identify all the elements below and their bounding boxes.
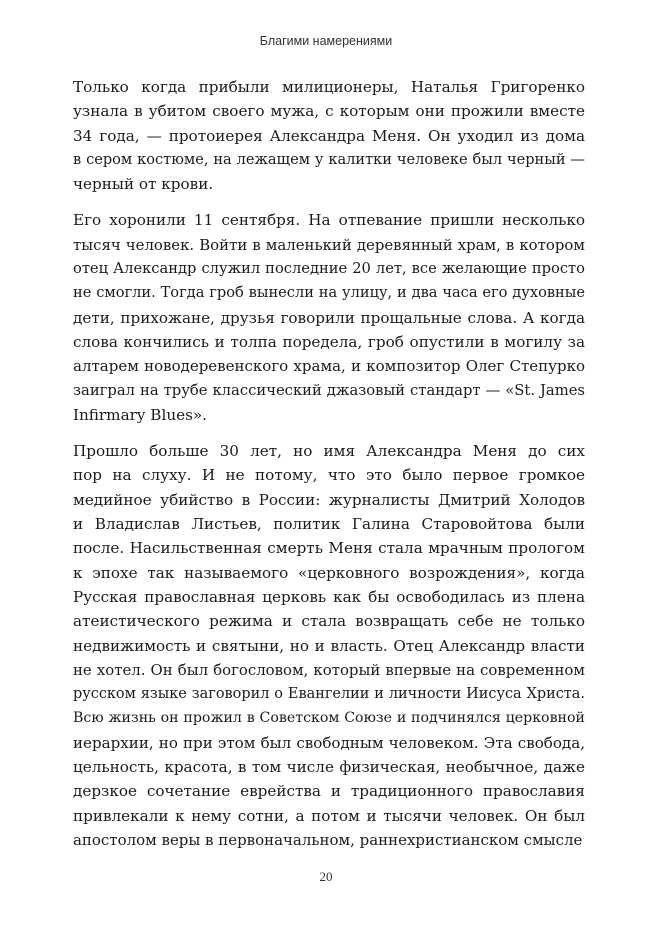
text-line: Всю жизнь он прожил в Советском Союзе и подчинялся церковной <box>73 710 585 727</box>
paragraph-1 <box>73 75 585 196</box>
running-head: Благими намерениями <box>259 34 393 48</box>
page-number: 20 <box>319 869 333 884</box>
text-line: не смогли. Тогда гроб вынесли на улицу, и два часа его духовные <box>73 284 585 302</box>
text-line: отец Александр служил последние 20 лет, все желающие просто <box>73 260 585 278</box>
text-line: заиграл на трубе классический джазовый стандарт — «St. James <box>73 381 585 399</box>
text-line: узнала в убитом своего мужа, с которым они прожили вместе <box>73 102 585 121</box>
text-line: алтарем новодеревенского храма, и композитор Олег Степурко <box>73 357 585 376</box>
text-line: русском языке заговорил о Евангелии и личности Иисуса Христа. <box>73 686 585 703</box>
text-line: атеистического режима и стала возвращать себе не только <box>73 612 585 631</box>
paragraph-2 <box>73 208 585 427</box>
text-line: 34 года, — протоиерея Александра Меня. Он уходил из дома <box>73 126 585 145</box>
text-line: иерархии, но при этом был свободным человеком. Эта свобода, <box>73 733 585 752</box>
text-line: Только когда прибыли милиционеры, Наталья Григоренко <box>73 78 585 96</box>
text-line: к эпохе так называемого «церковного возрождения», когда <box>73 563 585 582</box>
text-line: слова кончились и толпа поредела, гроб опустили в могилу за <box>73 332 585 351</box>
text-line: дети, прихожане, друзья говорили прощальные слова. А когда <box>73 308 585 327</box>
text-line: Русская православная церковь как бы освободилась из плена <box>73 587 585 606</box>
paragraph-3 <box>73 439 585 852</box>
text-line: тысяч человек. Войти в маленький деревянный храм, в котором <box>73 235 585 254</box>
text-line: Прошло больше 30 лет, но имя Александра Меня до сих <box>73 442 585 461</box>
text-line: цельность, красота, в том числе физическая, необычное, даже <box>73 758 585 777</box>
text-line: привлекали к нему сотни, а потом и тысячи человек. Он был <box>73 806 585 825</box>
text-line: и Владислав Листьев, политик Галина Старовойтова были <box>73 515 585 534</box>
text-line: не хотел. Он был богословом, который впервые на современном <box>73 660 585 679</box>
text-line: медийное убийство в России: журналисты Дмитрий Холодов <box>73 490 585 509</box>
text-line: апостолом веры в первоначальном, раннехристианском смысле <box>73 830 583 849</box>
text-line: Его хоронили 11 сентября. На отпевание пришли несколько <box>73 211 585 230</box>
text-line: пор на слуху. И не потому, что это было первое громкое <box>73 466 585 485</box>
text-line: черный от крови. <box>73 175 214 194</box>
text-line: недвижимость и святыни, но и власть. Отец Александр власти <box>73 636 585 655</box>
text-line: дерзкое сочетание еврейства и традиционного православия <box>73 782 585 801</box>
text-line: в сером костюме, на лежащем у калитки человеке был черный — <box>73 150 585 168</box>
text-line: после. Насильственная смерть Меня стала мрачным прологом <box>73 539 585 558</box>
text-line: Infirmary Blues». <box>73 405 207 424</box>
body-text <box>73 75 585 864</box>
